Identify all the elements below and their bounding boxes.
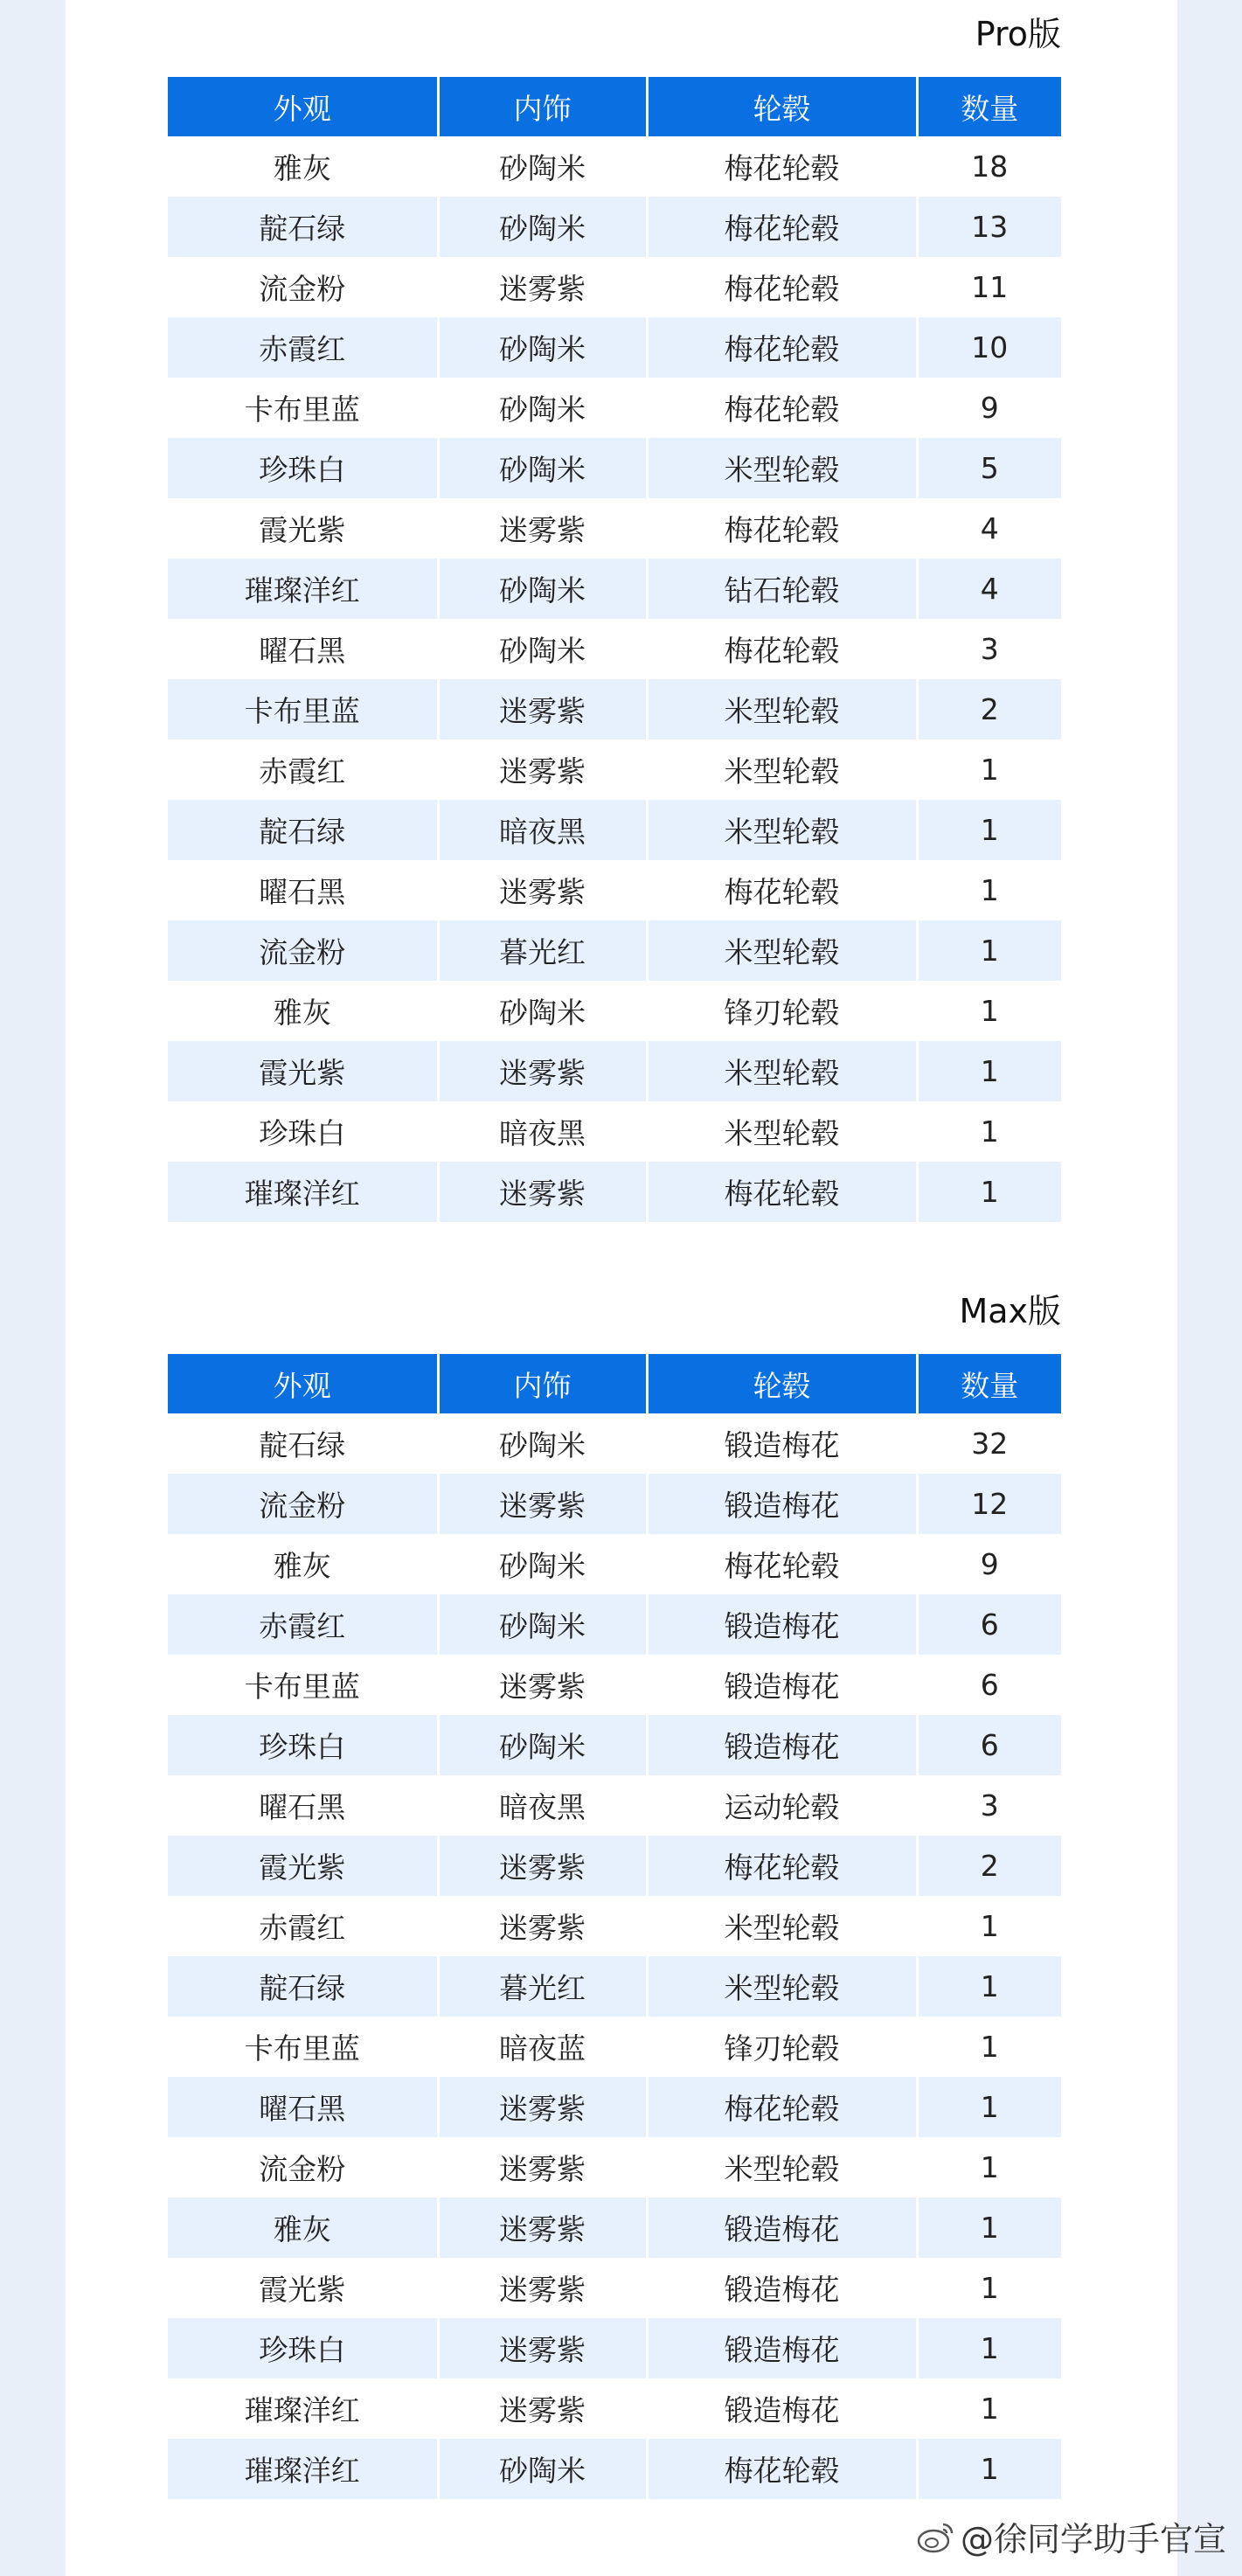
cell-exterior: 雅灰: [168, 981, 438, 1041]
cell-wheels: 米型轮毂: [647, 1041, 917, 1101]
cell-interior: 砂陶米: [438, 197, 647, 257]
table-row: [168, 498, 1061, 559]
cell-wheels: 梅花轮毂: [647, 860, 917, 920]
header-exterior: 外观: [168, 1354, 438, 1413]
cell-interior: 迷雾紫: [438, 1474, 647, 1534]
cell-wheels: 米型轮毂: [647, 2137, 917, 2198]
max-title: Max版: [959, 1292, 1061, 1330]
cell-exterior: 璀璨洋红: [168, 559, 438, 619]
cell-interior: 迷雾紫: [438, 1162, 647, 1222]
header-quantity: 数量: [917, 1354, 1061, 1413]
cell-quantity: 1: [917, 1101, 1061, 1162]
cell-quantity: 1: [917, 1956, 1061, 2017]
cell-wheels: 梅花轮毂: [647, 1162, 917, 1222]
cell-wheels: 米型轮毂: [647, 800, 917, 860]
table-row: [168, 1896, 1061, 1956]
pro-header-row: [168, 77, 1061, 136]
cell-quantity: 12: [917, 1474, 1061, 1534]
cell-wheels: 梅花轮毂: [647, 317, 917, 378]
header-wheels: 轮毂: [647, 1354, 917, 1413]
table-row: [168, 1775, 1061, 1836]
cell-quantity: 6: [917, 1655, 1061, 1715]
cell-quantity: 3: [917, 619, 1061, 679]
cell-quantity: 4: [917, 498, 1061, 559]
cell-exterior: 璀璨洋红: [168, 1162, 438, 1222]
cell-interior: 砂陶米: [438, 1534, 647, 1594]
cell-wheels: 米型轮毂: [647, 1101, 917, 1162]
cell-exterior: 璀璨洋红: [168, 2439, 438, 2499]
table-row: [168, 1162, 1061, 1222]
cell-quantity: 2: [917, 679, 1061, 739]
table-row: [168, 1956, 1061, 2017]
table-row: [168, 920, 1061, 981]
cell-interior: 迷雾紫: [438, 257, 647, 317]
table-row: [168, 2318, 1061, 2378]
table-row: [168, 2198, 1061, 2258]
cell-exterior: 卡布里蓝: [168, 378, 438, 438]
cell-wheels: 米型轮毂: [647, 920, 917, 981]
table-row: [168, 981, 1061, 1041]
cell-exterior: 靛石绿: [168, 800, 438, 860]
cell-exterior: 赤霞红: [168, 317, 438, 378]
table-row: [168, 2258, 1061, 2318]
cell-interior: 迷雾紫: [438, 679, 647, 739]
cell-wheels: 米型轮毂: [647, 1956, 917, 2017]
table-row: [168, 2017, 1061, 2077]
table-row: [168, 197, 1061, 257]
weibo-watermark: [917, 2512, 1226, 2560]
cell-quantity: 1: [917, 1162, 1061, 1222]
cell-exterior: 雅灰: [168, 2198, 438, 2258]
cell-interior: 迷雾紫: [438, 498, 647, 559]
cell-exterior: 卡布里蓝: [168, 679, 438, 739]
cell-interior: 迷雾紫: [438, 1655, 647, 1715]
cell-exterior: 珍珠白: [168, 1101, 438, 1162]
cell-exterior: 赤霞红: [168, 1594, 438, 1655]
cell-interior: 砂陶米: [438, 1413, 647, 1474]
table-row: [168, 1101, 1061, 1162]
table-row: [168, 2137, 1061, 2198]
cell-interior: 砂陶米: [438, 559, 647, 619]
cell-quantity: 1: [917, 2378, 1061, 2439]
cell-wheels: 锻造梅花: [647, 1715, 917, 1775]
cell-wheels: 运动轮毂: [647, 1775, 917, 1836]
cell-exterior: 流金粉: [168, 2137, 438, 2198]
max-table: [168, 1354, 1061, 2499]
table-row: [168, 378, 1061, 438]
cell-quantity: 1: [917, 860, 1061, 920]
cell-interior: 迷雾紫: [438, 1836, 647, 1896]
table-row: [168, 2077, 1061, 2137]
cell-quantity: 1: [917, 981, 1061, 1041]
cell-exterior: 珍珠白: [168, 1715, 438, 1775]
cell-exterior: 卡布里蓝: [168, 1655, 438, 1715]
cell-wheels: 锻造梅花: [647, 2198, 917, 2258]
cell-wheels: 锻造梅花: [647, 1413, 917, 1474]
cell-quantity: 4: [917, 559, 1061, 619]
cell-interior: 迷雾紫: [438, 2378, 647, 2439]
cell-quantity: 2: [917, 1836, 1061, 1896]
cell-wheels: 米型轮毂: [647, 1896, 917, 1956]
cell-quantity: 1: [917, 2439, 1061, 2499]
table-row: [168, 679, 1061, 739]
cell-exterior: 雅灰: [168, 1534, 438, 1594]
cell-wheels: 锻造梅花: [647, 2318, 917, 2378]
header-wheels: 轮毂: [647, 77, 917, 136]
table-row: [168, 136, 1061, 197]
cell-exterior: 曜石黑: [168, 860, 438, 920]
header-exterior: 外观: [168, 77, 438, 136]
cell-wheels: 米型轮毂: [647, 438, 917, 498]
pro-table-body: [168, 136, 1061, 1222]
cell-interior: 暗夜黑: [438, 1101, 647, 1162]
cell-exterior: 曜石黑: [168, 2077, 438, 2137]
cell-quantity: 9: [917, 1534, 1061, 1594]
cell-exterior: 霞光紫: [168, 1836, 438, 1896]
cell-interior: 迷雾紫: [438, 2318, 647, 2378]
cell-interior: 砂陶米: [438, 2439, 647, 2499]
cell-exterior: 流金粉: [168, 920, 438, 981]
table-row: [168, 619, 1061, 679]
table-row: [168, 1474, 1061, 1534]
header-quantity: 数量: [917, 77, 1061, 136]
cell-quantity: 1: [917, 2318, 1061, 2378]
cell-quantity: 10: [917, 317, 1061, 378]
cell-exterior: 霞光紫: [168, 2258, 438, 2318]
cell-wheels: 梅花轮毂: [647, 136, 917, 197]
cell-exterior: 璀璨洋红: [168, 2378, 438, 2439]
cell-interior: 迷雾紫: [438, 2077, 647, 2137]
cell-quantity: 1: [917, 920, 1061, 981]
cell-quantity: 6: [917, 1594, 1061, 1655]
pro-title: Pro版: [975, 15, 1061, 53]
cell-exterior: 霞光紫: [168, 498, 438, 559]
cell-wheels: 梅花轮毂: [647, 197, 917, 257]
cell-exterior: 靛石绿: [168, 1956, 438, 2017]
cell-quantity: 13: [917, 197, 1061, 257]
cell-quantity: 1: [917, 800, 1061, 860]
cell-quantity: 6: [917, 1715, 1061, 1775]
cell-interior: 砂陶米: [438, 1715, 647, 1775]
table-row: [168, 1041, 1061, 1101]
cell-exterior: 靛石绿: [168, 197, 438, 257]
cell-exterior: 霞光紫: [168, 1041, 438, 1101]
table-row: [168, 1534, 1061, 1594]
cell-quantity: 1: [917, 2198, 1061, 2258]
cell-interior: 迷雾紫: [438, 2198, 647, 2258]
header-interior: 内饰: [438, 77, 647, 136]
cell-exterior: 卡布里蓝: [168, 2017, 438, 2077]
cell-wheels: 锋刃轮毂: [647, 2017, 917, 2077]
cell-exterior: 靛石绿: [168, 1413, 438, 1474]
cell-wheels: 梅花轮毂: [647, 1836, 917, 1896]
cell-wheels: 锻造梅花: [647, 2378, 917, 2439]
table-row: [168, 1836, 1061, 1896]
cell-interior: 暮光红: [438, 920, 647, 981]
cell-exterior: 珍珠白: [168, 438, 438, 498]
cell-interior: 迷雾紫: [438, 739, 647, 800]
cell-interior: 砂陶米: [438, 619, 647, 679]
cell-interior: 暗夜蓝: [438, 2017, 647, 2077]
table-row: [168, 800, 1061, 860]
cell-interior: 砂陶米: [438, 1594, 647, 1655]
cell-interior: 暗夜黑: [438, 800, 647, 860]
cell-quantity: 5: [917, 438, 1061, 498]
table-row: [168, 1413, 1061, 1474]
cell-interior: 砂陶米: [438, 981, 647, 1041]
cell-wheels: 梅花轮毂: [647, 2077, 917, 2137]
cell-quantity: 1: [917, 1041, 1061, 1101]
cell-interior: 暮光红: [438, 1956, 647, 2017]
table-row: [168, 1715, 1061, 1775]
table-row: [168, 2439, 1061, 2499]
cell-interior: 砂陶米: [438, 136, 647, 197]
cell-quantity: 32: [917, 1413, 1061, 1474]
cell-wheels: 梅花轮毂: [647, 619, 917, 679]
cell-exterior: 雅灰: [168, 136, 438, 197]
cell-interior: 砂陶米: [438, 378, 647, 438]
max-table-body: [168, 1413, 1061, 2499]
cell-wheels: 米型轮毂: [647, 679, 917, 739]
cell-wheels: 钻石轮毂: [647, 559, 917, 619]
cell-exterior: 流金粉: [168, 257, 438, 317]
cell-quantity: 11: [917, 257, 1061, 317]
cell-interior: 迷雾紫: [438, 1041, 647, 1101]
watermark-text: @徐同学助手官宣: [960, 2520, 1226, 2559]
max-header-row: [168, 1354, 1061, 1413]
cell-interior: 砂陶米: [438, 317, 647, 378]
pro-table: [168, 77, 1061, 1222]
cell-quantity: 1: [917, 2077, 1061, 2137]
cell-wheels: 锻造梅花: [647, 2258, 917, 2318]
cell-wheels: 梅花轮毂: [647, 257, 917, 317]
cell-interior: 迷雾紫: [438, 2258, 647, 2318]
cell-wheels: 梅花轮毂: [647, 2439, 917, 2499]
cell-interior: 迷雾紫: [438, 1896, 647, 1956]
cell-exterior: 曜石黑: [168, 619, 438, 679]
table-row: [168, 317, 1061, 378]
cell-interior: 迷雾紫: [438, 860, 647, 920]
cell-exterior: 珍珠白: [168, 2318, 438, 2378]
cell-exterior: 流金粉: [168, 1474, 438, 1534]
table-row: [168, 2378, 1061, 2439]
table-row: [168, 438, 1061, 498]
cell-quantity: 1: [917, 739, 1061, 800]
cell-wheels: 梅花轮毂: [647, 1534, 917, 1594]
cell-interior: 暗夜黑: [438, 1775, 647, 1836]
cell-quantity: 1: [917, 2017, 1061, 2077]
table-row: [168, 559, 1061, 619]
table-row: [168, 1594, 1061, 1655]
cell-interior: 迷雾紫: [438, 2137, 647, 2198]
cell-wheels: 米型轮毂: [647, 739, 917, 800]
cell-wheels: 梅花轮毂: [647, 498, 917, 559]
table-row: [168, 257, 1061, 317]
weibo-icon: [917, 2519, 955, 2554]
cell-wheels: 锻造梅花: [647, 1655, 917, 1715]
cell-quantity: 3: [917, 1775, 1061, 1836]
table-row: [168, 860, 1061, 920]
cell-quantity: 1: [917, 2258, 1061, 2318]
cell-wheels: 锻造梅花: [647, 1474, 917, 1534]
cell-wheels: 锋刃轮毂: [647, 981, 917, 1041]
content-card: [66, 0, 1177, 2576]
cell-exterior: 赤霞红: [168, 1896, 438, 1956]
cell-exterior: 曜石黑: [168, 1775, 438, 1836]
cell-wheels: 锻造梅花: [647, 1594, 917, 1655]
cell-exterior: 赤霞红: [168, 739, 438, 800]
cell-quantity: 18: [917, 136, 1061, 197]
header-interior: 内饰: [438, 1354, 647, 1413]
cell-quantity: 1: [917, 2137, 1061, 2198]
cell-quantity: 1: [917, 1896, 1061, 1956]
cell-wheels: 梅花轮毂: [647, 378, 917, 438]
table-row: [168, 739, 1061, 800]
cell-interior: 砂陶米: [438, 438, 647, 498]
table-row: [168, 1655, 1061, 1715]
cell-quantity: 9: [917, 378, 1061, 438]
